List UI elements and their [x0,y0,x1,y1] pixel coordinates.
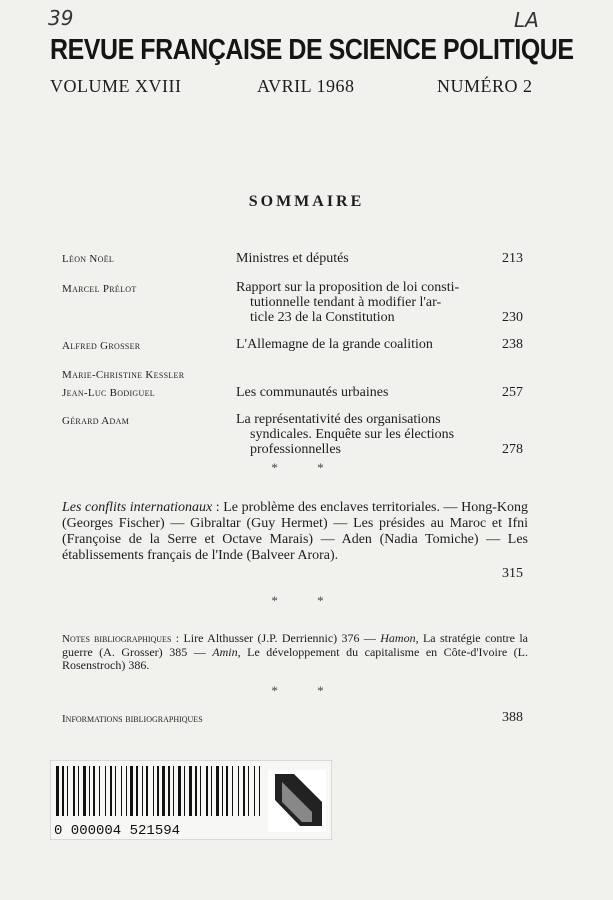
entry-page: 278 [502,442,523,457]
barcode-bar [226,766,228,816]
entry-page: 213 [502,251,523,266]
barcode-bar [110,766,112,816]
entry-title: Les communautés urbaines [236,385,389,400]
barcode-bar [238,766,239,816]
barcode-bar [189,766,192,816]
entry-page: 230 [502,310,523,325]
barcode-bar [243,766,245,816]
barcode-number: 0 000004 521594 [54,823,181,839]
barcode-bar [67,766,68,816]
notes-lead: Notes bibliographiques [62,633,172,645]
informations-page: 388 [502,710,523,725]
entry-author: Léon Noël [62,253,115,265]
barcode-bar [162,766,165,816]
barcode-bar [142,766,143,816]
barcode-bar [184,766,185,816]
barcode-bar [168,766,170,816]
handwritten-note-number: 39 [48,6,74,30]
barcode-bar [216,766,219,816]
entry-page: 257 [502,385,523,400]
contents-heading: SOMMAIRE [248,193,365,210]
conflits-text: : Le problème des enclaves territoriales. — Hong-Kong (Georges Fischer) — Gibraltar (Guy Hermet) — Les présides au Maroc et Ifni (Françoise de la Serre et Octave Marais) — Aden (Nadia Tomiche) — Les établissements français de l'Inde (Balveer Arora). [62,500,528,563]
entry-page: 238 [502,337,523,352]
barcode-bar [248,766,249,816]
barcode-bar [232,766,233,816]
issue-date: AVRIL 1968 [257,76,355,96]
barcode-bar [105,766,106,816]
barcode-bar [62,766,64,816]
barcode-graphic [50,760,332,840]
separator-stars: * * [271,683,342,698]
barcode-bar [254,766,255,816]
barcode-label [50,760,332,840]
barcode-bar [157,766,159,816]
entry-title: Rapport sur la proposition de loi consti- tutionnelle tendant à modifier l'ar- ticle 23 de la Constitution [236,280,460,325]
barcode-bar [259,766,260,816]
barcode-bar [206,766,208,816]
barcode-bar [83,766,86,816]
entry-author: Alfred Grosser [62,340,141,352]
conflits-lead: Les conflits internationaux [62,500,213,515]
barcode-bar [211,766,212,816]
barcode-bar [200,766,201,816]
barcode-bar [178,766,181,816]
barcode-bar [73,766,75,816]
barcode-bar [195,766,197,816]
conflits-section [62,500,528,564]
barcode-bar [78,766,79,816]
conflits-page: 315 [502,566,523,581]
entry-title: Ministres et députés [236,251,349,266]
barcode-bar [136,766,138,816]
notes-section: Notes bibliographiques : Lire Althusser (J.P. Derriennic) 376 — Hamon, La stratégie contre la guerre (A. Grosser) 385 — Amin, Le développement du capitalisme en Côte-d'Ivoire (L. Rosenstroch) 386. [62,631,529,672]
barcode-bar [173,766,174,816]
barcode-bar [121,766,122,816]
barcode-bar [222,766,223,816]
volume-label: VOLUME XVIII [50,76,182,96]
issue-number: NUMÉRO 2 [437,76,533,96]
entry-title: La représentativité des organisations syndicales. Enquête sur les élections professionnelles [236,412,455,457]
handwritten-note-initials: LA [514,8,539,32]
barcode-bar [126,766,127,816]
entry-title: L'Allemagne de la grande coalition [236,337,433,352]
informations-label: Informations bibliographiques [62,713,203,725]
entry-author: Marie-Christine Kessler [62,369,185,381]
separator-stars: * * [271,460,342,475]
entry-author: Gérard Adam [62,415,130,427]
barcode-bar [130,766,133,816]
barcode-bar [115,766,116,816]
barcode-bar [146,766,148,816]
barcode-bar [99,766,100,816]
barcode-bar [56,766,59,816]
journal-title: REVUE FRANÇAISE DE SCIENCE POLITIQUE [50,34,574,66]
barcode-bar [93,766,95,816]
entry-author: Marcel Prélot [62,283,137,295]
barcode-bar [89,766,90,816]
entry-author-second: Jean-Luc Bodiguel [62,387,155,399]
barcode-bar [153,766,154,816]
separator-stars: * * [271,593,342,608]
